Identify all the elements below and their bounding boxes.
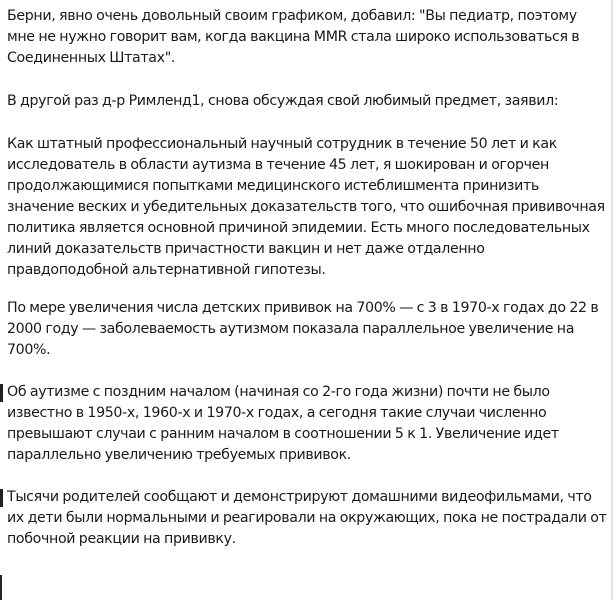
left-edge-mark — [0, 384, 3, 402]
paragraph-rimland-quote: Как штатный профессиональный научный сотрудник в течение 50 лет и как исследователь в области аутизма в течение 45 лет, я шокирован и огорчен продолжающимися попытками медицинского истеблишмента принизить значение веских и убедительных доказательств того, что ошибочная прививочная политика является основной причиной эпидемии. Есть много последовательных линий доказательств причастности вакцин и нет даже отдаленно правдоподобной альтернативной гипотезы. — [7, 136, 605, 278]
paragraph-bernie-graph: Берни, явно очень довольный своим графиком, добавил: "Вы педиатр, поэтому мне не нужно говорит вам, когда вакцина MMR стала широко использоваться в Соединенных Штатах". — [7, 8, 580, 66]
paragraph-rimland-intro: В другой раз д-р Римленд1, снова обсуждая свой любимый предмет, заявил: — [7, 93, 559, 109]
left-edge-mark — [0, 575, 2, 600]
paragraph-late-onset-autism: Об аутизме с поздним началом (начиная со 2-го года жизни) почти не было известно в 1950-х, 1960-х и 1970-х годах, а сегодня такие случаи численно превышают случаи с ранним началом в соотношении 5 к 1. Увеличение идет параллельно увеличению требуемых прививок. — [7, 384, 559, 463]
paragraph-parent-reports: Тысячи родителей сообщают и демонстрируют домашними видеофильмами, что их дети были нормальными и реагировали на окружающих, пока не пострадали от побочной реакции на прививку. — [7, 489, 607, 547]
left-edge-mark — [0, 489, 3, 507]
paragraph-vaccination-increase: По мере увеличения числа детских прививок на 700% — с 3 в 1970-х годах до 22 в 2000 году — заболеваемость аутизмом показала параллельное увеличение на 700%. — [7, 300, 599, 358]
